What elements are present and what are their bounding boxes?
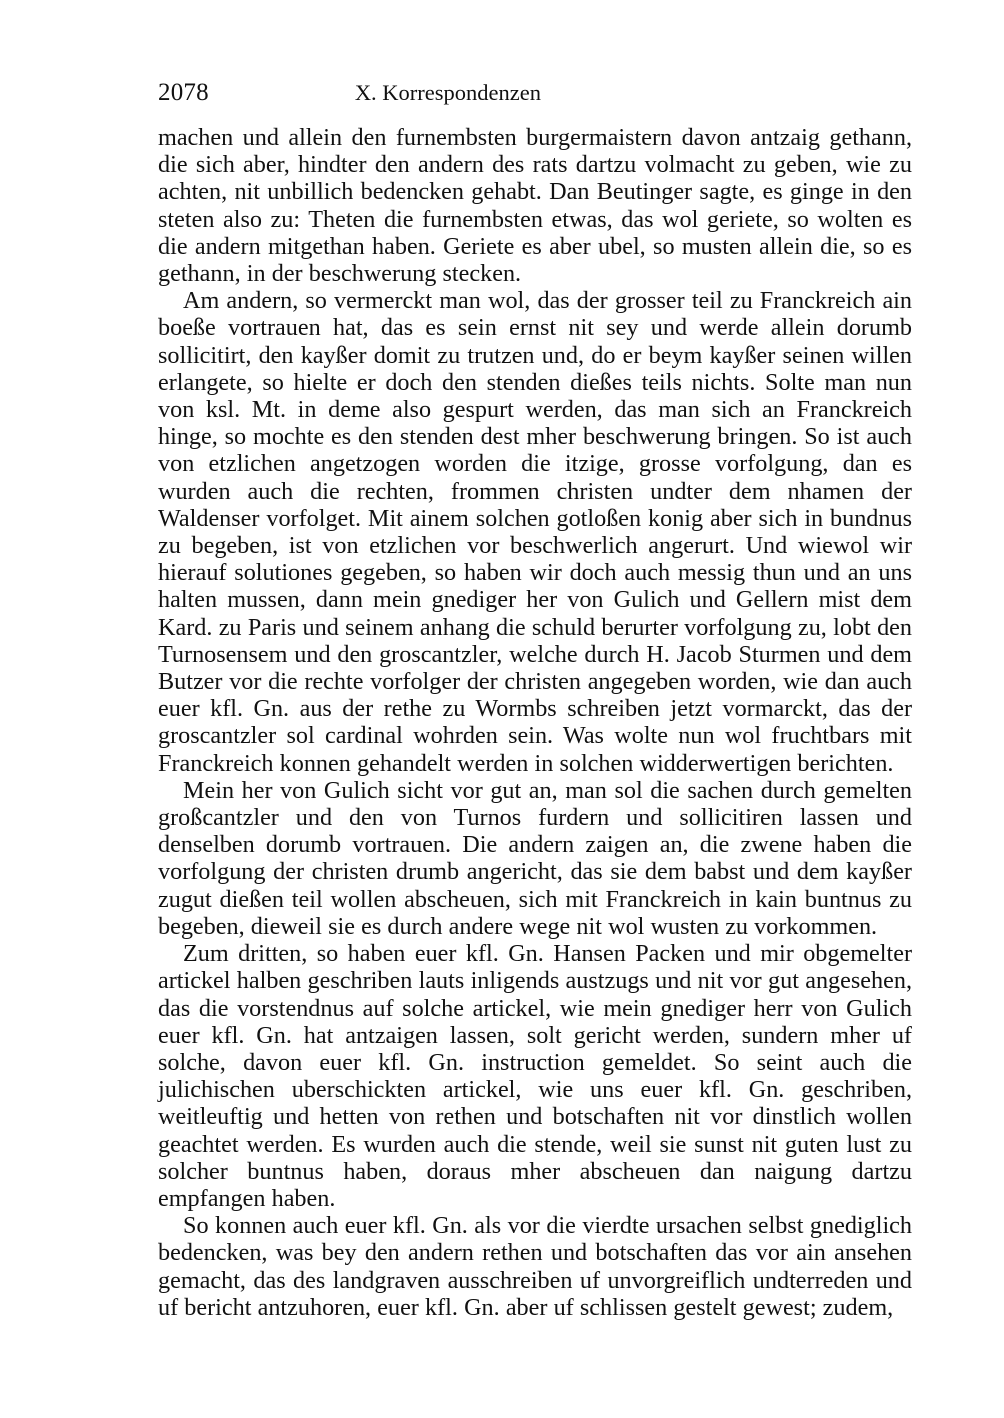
paragraph-2: Am andern, so vermerckt man wol, das der grosser teil zu Franckreich ain boeße vortrauen hat, das es sein ernst nit sey und werde allein dorumb sollicitirt, den kayßer domit zu trutzen und, do er beym kayßer seinen willen erlangete, so hielte er doch den stenden dießes teils nichts. Solte man nun von ksl. Mt. in deme also gespurt werden, das man sich an Franckreich hinge, so mochte es den stenden dest mher beschwerung bringen. So ist auch von etzlichen angetzogen worden die itzige, grosse vorfolgung, dan es wurden auch die rechten, frommen christen undter dem nhamen der Waldenser vorfolget. Mit ainem solchen gotloßen konig aber sich in bundnus zu begeben, ist von etzlichen vor beschwerlich angerurt. Und wiewol wir hierauf solutiones gegeben, so haben wir doch auch messig thun und an uns halten mussen, dann mein gnediger her von Gulich und Gellern mist dem Kard. zu Paris und seinem anhang die schuld berurter vorfolgung zu, lobt den Turnosensem und den groscantzler, welche durch H. Jacob Sturmen und dem Butzer vor die rechte vorfolger der christen angegeben worden, wie dan auch euer kfl. Gn. aus der rethe zu Wormbs schreiben jetzt vormarckt, das der groscantzler sol cardinal wohrden sein. Was wolte nun wol fruchtbars mit Franckreich konnen gehandelt werden in solchen widderwertigen berichten. [158,287,912,777]
paragraph-1: machen und allein den furnembsten burgermaistern davon antzaig gethann, die sich aber, hindter den andern des rats dartzu volmacht zu geben, wie zu achten, nit unbillich bedencken gehabt. Dan Beutinger sagte, es ginge in den steten also zu: Theten die furnembsten etwas, das wol geriete, so wolten es die andern mitgethan haben. Geriete es aber ubel, so musten allein die, so es gethann, in der beschwerung stecken. [158,124,912,288]
running-head-title: X. Korrespondenzen [354,80,541,105]
body-text-block [158,124,912,1321]
page-number: 2078 [158,79,209,106]
paragraph-4: Zum dritten, so haben euer kfl. Gn. Hansen Packen und mir obgemelter artickel halben geschriben lauts inligends austzugs und nit vor gut angesehen, das die vorstendnus auf solche artickel, wie mein gnediger herr von Gulich euer kfl. Gn. hat antzaigen lassen, solt gericht werden, sundern mher uf solche, davon euer kfl. Gn. instruction gemeldet. So seint auch die julichischen uberschickten artickel, wie uns euer kfl. Gn. geschriben, weitleuftig und hetten von rethen und botschaften nit vor dinstlich wollen geachtet werden. Es wurden auch die stende, weil sie sunst nit guten lust zu solcher buntnus haben, doraus mher abscheuen dan naigung dartzu empfangen haben. [158,940,912,1212]
running-head [158,78,912,108]
paragraph-3: Mein her von Gulich sicht vor gut an, man sol die sachen durch gemelten großcantzler und den von Turnos furdern und sollicitiren lassen und denselben dorumb vortrauen. Die andern zaigen an, die zwene haben die vorfolgung der christen drumb angericht, das sie dem babst und dem kayßer zugut dießen teil wollen abscheuen, sich mit Franckreich in kain buntnus zu begeben, dieweil sie es durch andere wege nit wol wusten zu vorkommen. [158,776,912,940]
paragraph-5: So konnen auch euer kfl. Gn. als vor die vierdte ursachen selbst gnediglich bedencken, was bey den andern rethen und botschaften das vor ain ansehen gemacht, das des landgraven ausschreiben uf unvorgreiflich undterreden und uf bericht antzuhoren, euer kfl. Gn. aber uf schlissen gestelt gewest; zudem, [158,1212,912,1321]
